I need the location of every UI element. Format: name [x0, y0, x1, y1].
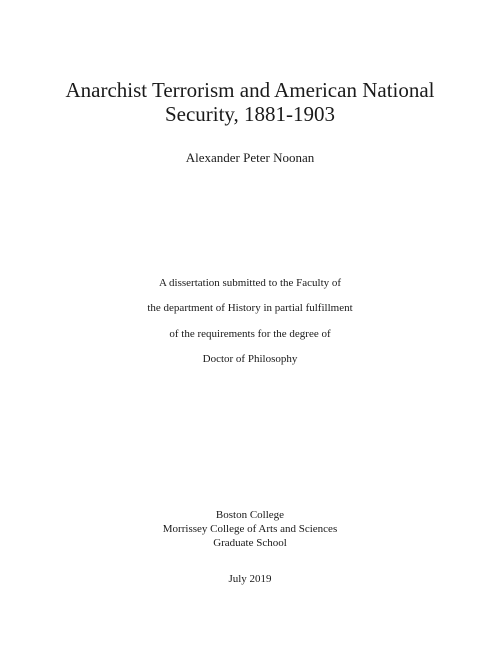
school-name: Graduate School — [213, 537, 287, 549]
submission-date: July 2019 — [228, 573, 272, 585]
author-name: Alexander Peter Noonan — [185, 150, 315, 165]
dissertation-title-line-1: Anarchist Terrorism and American National — [65, 78, 435, 102]
submission-statement-line-2: the department of History in partial fulfillment — [147, 302, 353, 314]
degree-name: Doctor of Philosophy — [202, 353, 298, 365]
submission-statement-line-3: of the requirements for the degree of — [169, 328, 331, 340]
dissertation-title-line-2: Security, 1881-1903 — [164, 102, 336, 126]
college-name: Morrissey College of Arts and Sciences — [162, 523, 338, 535]
institution-name: Boston College — [215, 509, 285, 521]
submission-statement-line-1: A dissertation submitted to the Faculty of — [158, 277, 342, 289]
